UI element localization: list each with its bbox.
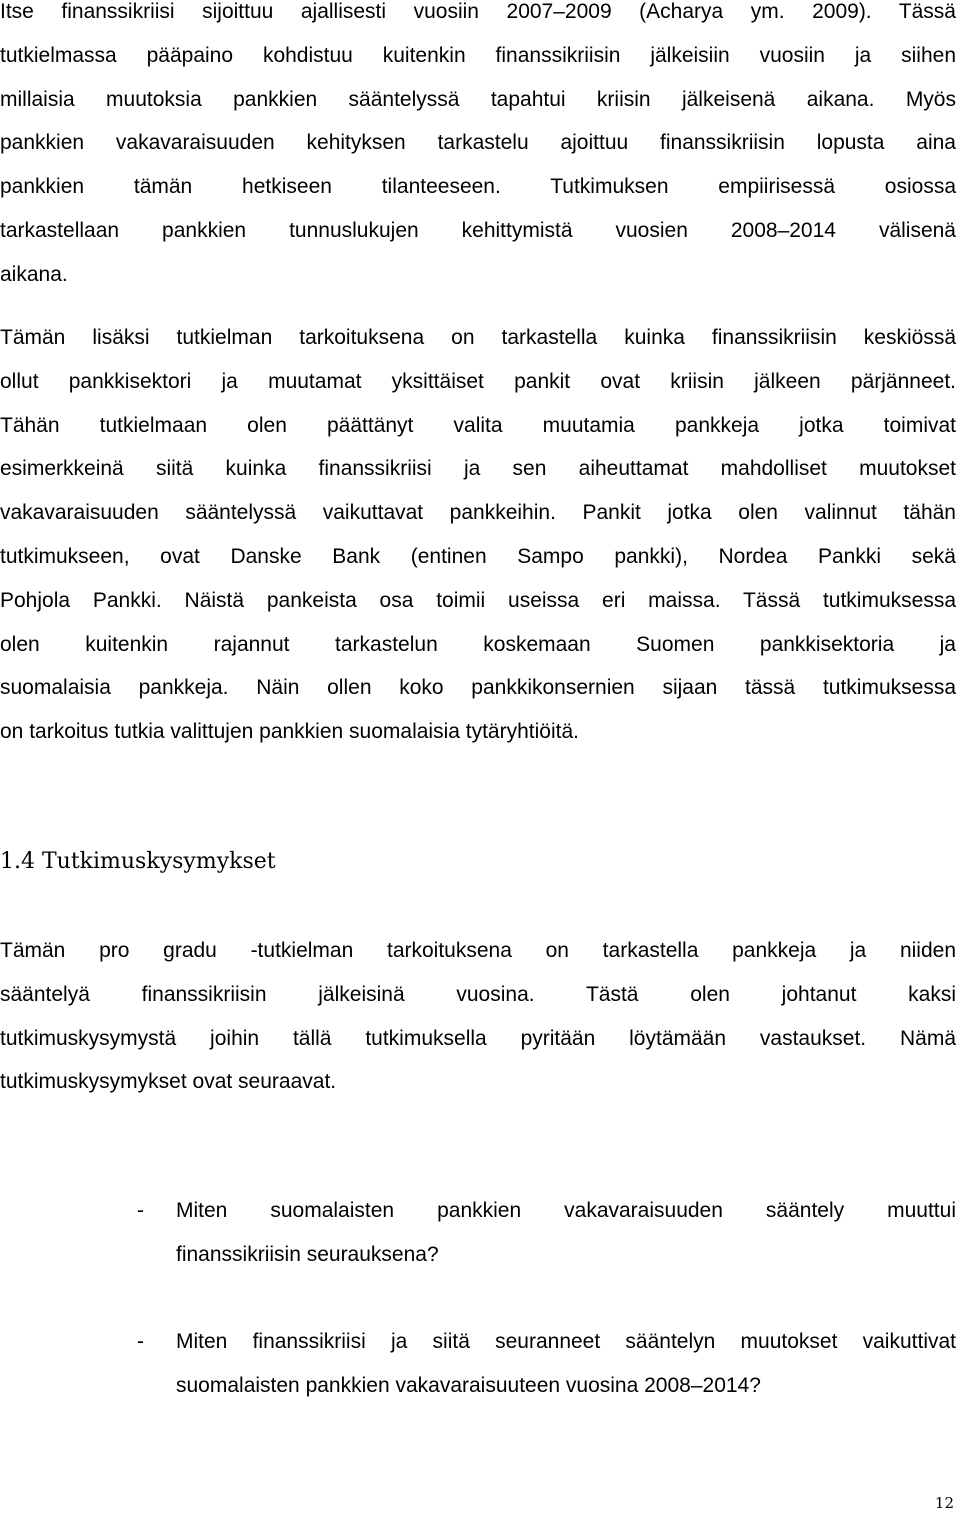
question-line: Miten finanssikriisi ja siitä seuranneet sääntelyn muutokset vaikuttivat bbox=[176, 1330, 956, 1354]
paragraph-line: pankkien tämän hetkiseen tilanteeseen. Tutkimuksen empiirisessä osiossa bbox=[0, 175, 956, 199]
paragraph-line: tutkimuskysymystä joihin tällä tutkimuksella pyritään löytämään vastaukset. Nämä bbox=[0, 1026, 956, 1050]
paragraph-line: Tähän tutkielmaan olen päättänyt valita muutamia pankkeja jotka toimivat bbox=[0, 413, 956, 437]
paragraph-line: tutkielmassa pääpaino kohdistuu kuitenkin finanssikriisin jälkeisiin vuosiin ja siihen bbox=[0, 43, 956, 67]
research-questions-list bbox=[0, 1189, 956, 1452]
paragraph-line: on tarkoitus tutkia valittujen pankkien suomalaisia tytäryhtiöitä. bbox=[0, 720, 579, 744]
paragraph-research-questions-intro bbox=[0, 929, 956, 1104]
paragraph-line: esimerkkeinä siitä kuinka finanssikriisi ja sen aiheuttamat mahdolliset muutokset bbox=[0, 457, 956, 481]
question-line: suomalaisten pankkien vakavaraisuuteen vuosina 2008–2014? bbox=[176, 1374, 761, 1398]
research-question-item bbox=[0, 1189, 956, 1277]
paragraph-line: Itse finanssikriisi sijoittuu ajallisesti vuosiin 2007–2009 (Acharya ym. 2009). Tässä bbox=[0, 0, 956, 23]
question-line: finanssikriisin seurauksena? bbox=[176, 1242, 439, 1266]
page-number: 12 bbox=[934, 1494, 954, 1512]
paragraph-line: olen kuitenkin rajannut tarkastelun koskemaan Suomen pankkisektoria ja bbox=[0, 632, 956, 656]
paragraph-line: aikana. bbox=[0, 262, 68, 286]
paragraph-line: tarkastellaan pankkien tunnuslukujen kehittymistä vuosien 2008–2014 välisenä bbox=[0, 218, 956, 242]
section-heading: 1.4 Tutkimuskysymykset bbox=[0, 849, 276, 874]
paragraph-line: Tämän pro gradu -tutkielman tarkoituksena on tarkastella pankkeja ja niiden bbox=[0, 939, 956, 962]
paragraph-line: tutkimuskysymykset ovat seuraavat. bbox=[0, 1070, 337, 1094]
list-dash-marker: - bbox=[137, 1199, 144, 1222]
paragraph-financial-crisis-period bbox=[0, 0, 956, 297]
paragraph-line: millaisia muutoksia pankkien sääntelyssä tapahtui kriisin jälkeisenä aikana. Myös bbox=[0, 87, 956, 111]
paragraph-line: suomalaisia pankkeja. Näin ollen koko pankkikonsernien sijaan tässä tutkimuksessa bbox=[0, 676, 956, 700]
paragraph-line: ollut pankkisektori ja muutamat yksittäiset pankit ovat kriisin jälkeen pärjänneet. bbox=[0, 369, 956, 393]
paragraph-line: Tämän lisäksi tutkielman tarkoituksena on tarkastella kuinka finanssikriisin keskiössä bbox=[0, 326, 956, 349]
research-question-item bbox=[0, 1320, 956, 1408]
paragraph-line: sääntelyä finanssikriisin jälkeisinä vuosina. Tästä olen johtanut kaksi bbox=[0, 982, 956, 1006]
paragraph-selected-banks bbox=[0, 316, 956, 754]
paragraph-line: vakavaraisuuden sääntelyssä vaikuttavat pankkeihin. Pankit jotka olen valinnut tähän bbox=[0, 501, 956, 525]
question-line: Miten suomalaisten pankkien vakavaraisuuden sääntely muuttui bbox=[176, 1199, 956, 1222]
paragraph-line: tutkimukseen, ovat Danske Bank (entinen Sampo pankki), Nordea Pankki sekä bbox=[0, 544, 956, 568]
list-dash-marker: - bbox=[137, 1330, 144, 1354]
paragraph-line: Pohjola Pankki. Näistä pankeista osa toimii useissa eri maissa. Tässä tutkimuksessa bbox=[0, 588, 956, 612]
paragraph-line: pankkien vakavaraisuuden kehityksen tarkastelu ajoittuu finanssikriisin lopusta aina bbox=[0, 131, 956, 155]
